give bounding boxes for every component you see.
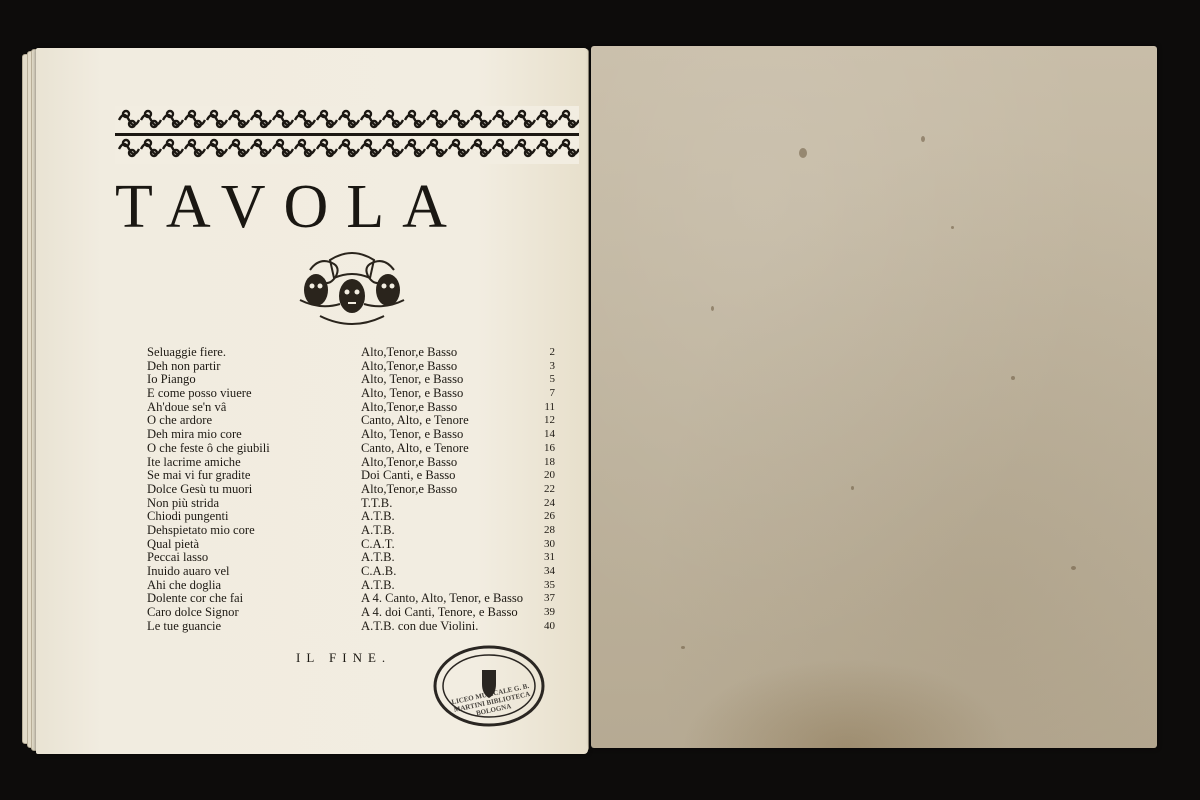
toc-entry-title: Dehspietato mio core — [147, 522, 255, 537]
toc-entry-voices: C.A.T. — [361, 536, 395, 551]
toc-entry-title: Dolce Gesù tu muori — [147, 481, 253, 496]
toc-entry-page: 7 — [549, 387, 555, 400]
water-stain — [681, 658, 1011, 748]
toc-entry — [147, 592, 557, 606]
toc-entry-voices: Canto, Alto, e Tenore — [361, 413, 469, 428]
toc-entry — [147, 620, 557, 634]
toc-entry — [147, 428, 557, 442]
toc-entry — [147, 414, 557, 428]
toc-entry-page: 20 — [544, 469, 555, 482]
toc-entry-title: Dolente cor che fai — [147, 591, 244, 606]
toc-entry-voices: A.T.B. — [361, 522, 395, 537]
toc-entry-page: 22 — [544, 482, 555, 495]
toc-entry-voices: Alto,Tenor,e Basso — [361, 345, 458, 359]
toc-entry — [147, 497, 557, 511]
toc-entry-title: Non più strida — [147, 495, 220, 510]
page-title: TAVOLA — [115, 173, 465, 241]
toc-entry-page: 12 — [544, 414, 555, 427]
toc-entry-title: Ah'doue se'n vâ — [147, 399, 227, 414]
toc-entry — [147, 469, 557, 483]
toc-entry-title: Peccai lasso — [147, 550, 209, 565]
toc-entry-page: 24 — [544, 496, 555, 509]
toc-entry-voices: A.T.B. — [361, 509, 395, 524]
toc-entry-page: 11 — [544, 400, 555, 413]
toc-entry-voices: Canto, Alto, e Tenore — [361, 440, 469, 455]
paper-fleck — [1011, 376, 1015, 380]
toc-entry-voices: Alto,Tenor,e Basso — [361, 481, 458, 496]
toc-entry-title: Caro dolce Signor — [147, 605, 239, 620]
toc-entry — [147, 373, 557, 387]
toc-entry-page: 40 — [544, 619, 555, 632]
toc-entry-page: 26 — [544, 510, 555, 523]
toc-entry-page: 35 — [544, 578, 555, 591]
toc-entry — [147, 524, 557, 538]
toc-entry-title: Ite lacrime amiche — [147, 454, 241, 469]
toc-entry — [147, 483, 557, 497]
toc-entry-title: Seluaggie fiere. — [147, 345, 227, 359]
toc-entry — [147, 551, 557, 565]
toc-entry — [147, 579, 557, 593]
toc-entry-page: 37 — [544, 592, 555, 605]
toc-entry-title: Qual pietà — [147, 536, 200, 551]
end-text: IL FINE. — [296, 650, 392, 665]
toc-entry-voices: A 4. Canto, Alto, Tenor, e Basso — [361, 591, 524, 606]
toc-entry-page: 16 — [544, 441, 555, 454]
toc-entry-page: 30 — [544, 537, 555, 550]
paper-fleck — [799, 148, 807, 158]
toc-entry — [147, 360, 557, 374]
toc-entry-title: Deh non partir — [147, 358, 221, 373]
toc-entry — [147, 346, 557, 360]
paper-fleck — [951, 226, 954, 229]
table-of-contents — [147, 346, 557, 633]
toc-entry-title: Io Piango — [147, 372, 196, 387]
toc-entry-page: 18 — [544, 455, 555, 468]
toc-entry-voices: T.T.B. — [361, 495, 393, 510]
toc-entry-title: O che ardore — [147, 413, 213, 428]
toc-entry — [147, 565, 557, 579]
toc-entry-title: Inuido auaro vel — [147, 564, 230, 578]
toc-entry — [147, 401, 557, 415]
toc-entry-voices: C.A.B. — [361, 564, 397, 578]
paper-fleck — [681, 646, 685, 649]
toc-entry-title: Deh mira mio core — [147, 427, 242, 442]
toc-entry-voices: Alto,Tenor,e Basso — [361, 358, 458, 373]
right-cover-page — [591, 46, 1157, 748]
toc-entry-title: Le tue guancie — [147, 618, 222, 633]
toc-entry-title: Ahi che doglia — [147, 577, 222, 592]
toc-entry-page: 2 — [549, 346, 555, 358]
paper-fleck — [1071, 566, 1076, 570]
toc-entry-title: Se mai vi fur gradite — [147, 468, 251, 483]
toc-entry-page: 28 — [544, 523, 555, 536]
toc-entry-voices: Alto, Tenor, e Basso — [361, 372, 464, 387]
toc-entry-voices: Doi Canti, e Basso — [361, 468, 456, 483]
toc-entry-page: 34 — [544, 565, 555, 577]
toc-entry-page: 14 — [544, 428, 555, 441]
toc-entry-voices: A.T.B. con due Violini. — [361, 618, 479, 633]
toc-entry-page: 31 — [544, 551, 555, 564]
toc-entry-page: 39 — [544, 606, 555, 619]
toc-entry-voices: A.T.B. — [361, 577, 395, 592]
toc-entry-title: O che feste ô che giubili — [147, 440, 270, 455]
toc-entry — [147, 510, 557, 524]
paper-fleck — [851, 486, 854, 490]
toc-entry — [147, 538, 557, 552]
toc-entry — [147, 456, 557, 470]
paper-fleck — [711, 306, 714, 311]
toc-entry-title: E come posso viuere — [147, 386, 252, 401]
paper-fleck — [921, 136, 925, 142]
toc-entry-voices: Alto, Tenor, e Basso — [361, 386, 464, 401]
ornamental-border-icon — [115, 106, 579, 164]
toc-entry-page: 3 — [549, 359, 555, 372]
toc-entry-voices: Alto,Tenor,e Basso — [361, 454, 458, 469]
toc-entry — [147, 606, 557, 620]
mask-vignette-icon — [290, 250, 414, 328]
toc-entry-voices: Alto, Tenor, e Basso — [361, 427, 464, 442]
toc-entry-page: 5 — [549, 373, 555, 386]
toc-entry — [147, 442, 557, 456]
toc-entry-voices: Alto,Tenor,e Basso — [361, 399, 458, 414]
toc-entry-voices: A.T.B. — [361, 550, 395, 565]
toc-entry-voices: A 4. doi Canti, Tenore, e Basso — [361, 605, 518, 620]
toc-entry-title: Chiodi pungenti — [147, 509, 229, 524]
toc-entry — [147, 387, 557, 401]
stamp-text: LICEO MUSICALE G. B. MARTINI BIBLIOTECA BOLOGNA — [450, 682, 531, 718]
